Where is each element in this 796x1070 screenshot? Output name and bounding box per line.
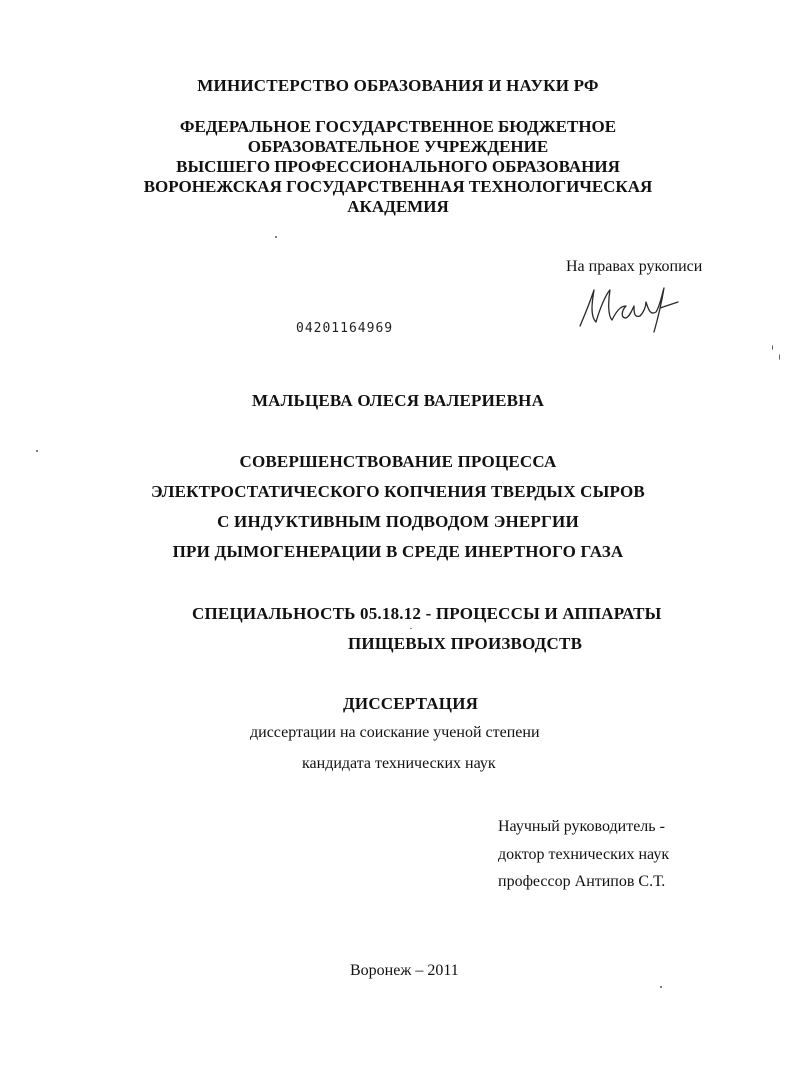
supervisor-line-3: профессор Антипов С.Т. xyxy=(498,873,666,890)
title-line-3: С ИНДУКТИВНЫМ ПОДВОДОМ ЭНЕРГИИ xyxy=(217,512,579,531)
ministry-heading: МИНИСТЕРСТВО ОБРАЗОВАНИЯ И НАУКИ РФ xyxy=(197,76,599,95)
work-type-heading: ДИССЕРТАЦИЯ xyxy=(343,694,479,713)
title-line-2: ЭЛЕКТРОСТАТИЧЕСКОГО КОПЧЕНИЯ ТВЕРДЫХ СЫРОВ xyxy=(151,482,645,501)
scan-speck xyxy=(772,345,773,350)
org-line-5: АКАДЕМИЯ xyxy=(347,197,449,216)
org-line-1: ФЕДЕРАЛЬНОЕ ГОСУДАРСТВЕННОЕ БЮДЖЕТНОЕ xyxy=(179,117,617,136)
author-signature xyxy=(572,282,682,336)
manuscript-note: На правах рукописи xyxy=(566,258,703,275)
scan-speck xyxy=(779,354,780,360)
supervisor-line-2: доктор технических наук xyxy=(498,846,670,863)
city-year: Воронеж – 2011 xyxy=(350,962,459,979)
scan-speck xyxy=(36,450,38,452)
scan-speck xyxy=(660,986,662,988)
author-name: МАЛЬЦЕВА ОЛЕСЯ ВАЛЕРИЕВНА xyxy=(251,391,545,410)
org-line-4: ВОРОНЕЖСКАЯ ГОСУДАРСТВЕННАЯ ТЕХНОЛОГИЧЕСКАЯ xyxy=(143,177,653,196)
title-line-1: СОВЕРШЕНСТВОВАНИЕ ПРОЦЕССА xyxy=(239,452,557,471)
scan-speck xyxy=(275,236,277,238)
scan-speck xyxy=(410,628,412,629)
registration-number: 04201164969 xyxy=(296,321,394,336)
title-line-4: ПРИ ДЫМОГЕНЕРАЦИИ В СРЕДЕ ИНЕРТНОГО ГАЗА xyxy=(172,542,624,561)
degree-line-2: кандидата технических наук xyxy=(302,755,496,772)
degree-line-1: диссертации на соискание ученой степени xyxy=(250,724,540,741)
org-line-3: ВЫСШЕГО ПРОФЕССИОНАЛЬНОГО ОБРАЗОВАНИЯ xyxy=(176,157,620,176)
supervisor-line-1: Научный руководитель - xyxy=(498,818,665,835)
specialty-line-2: ПИЩЕВЫХ ПРОИЗВОДСТВ xyxy=(348,634,583,653)
org-line-2: ОБРАЗОВАТЕЛЬНОЕ УЧРЕЖДЕНИЕ xyxy=(247,137,549,156)
specialty-line-1: СПЕЦИАЛЬНОСТЬ 05.18.12 - ПРОЦЕССЫ И АППАРАТЫ xyxy=(192,604,662,623)
